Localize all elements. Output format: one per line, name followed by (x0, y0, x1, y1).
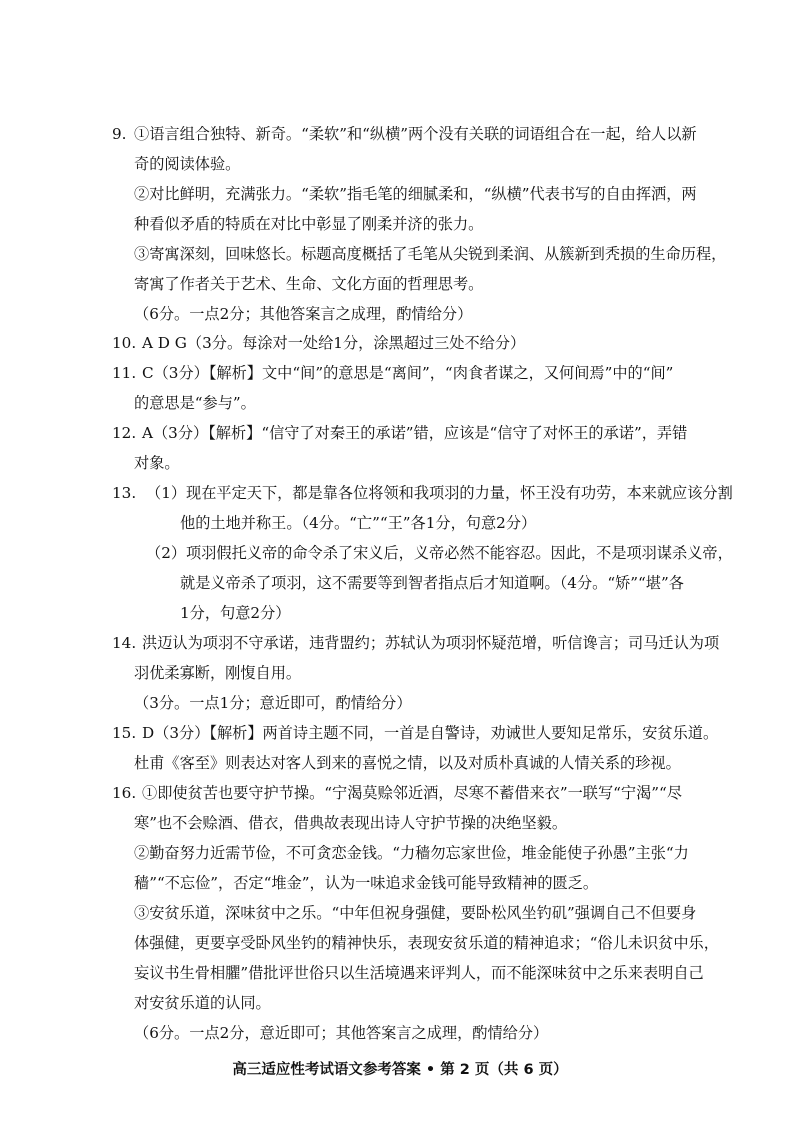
answer-line: 寄寓了作者关于艺术、生命、文化方面的哲理思考。 (134, 275, 484, 293)
question-number: 15. (112, 724, 137, 742)
answer-line: ②对比鲜明，充满张力。“柔软”指毛笔的细腻柔和，“纵横”代表书写的自由挥洒，两 (134, 185, 697, 203)
answer-line: 杜甫《客至》则表达对客人到来的喜悦之情，以及对质朴真诚的人情关系的珍视。 (134, 754, 681, 772)
answer-line: 洪迈认为项羽不守承诺，违背盟约；苏轼认为项羽怀疑范增，听信谗言；司马迁认为项 (142, 634, 720, 652)
answer-line: 就是义帝杀了项羽，这不需要等到智者指点后才知道啊。（4分。“矫”“堪”各 (180, 574, 684, 592)
answer-line: 1分，句意2分） (180, 604, 291, 622)
answer-line: A D G（3分。每涂对一处给1分，涂黑超过三处不给分） (142, 334, 526, 352)
answer-line: C（3分）【解析】文中“间”的意思是“离间”，“肉食者谋之，又何间焉”中的“间” (142, 364, 674, 382)
answer-line: 的意思是“参与”。 (134, 394, 256, 412)
answer-line: 他的土地并称王。（4分。“亡”“王”各1分，句意2分） (180, 514, 537, 532)
answer-line: 奇的阅读体验。 (134, 155, 241, 173)
answer-line: ①即使贫苦也要守护节操。“宁渴莫赊邻近酒，尽寒不蓄借来衣”一联写“宁渴”“尽 (142, 784, 683, 802)
scoring-note: （3分。一点1分；意近即可，酌情给分） (134, 694, 412, 712)
answer-line: ②勤奋努力近需节俭，不可贪恋金钱。“力穑勿忘家世俭，堆金能使子孙愚”主张“力 (134, 844, 689, 862)
question-number: 16. (112, 784, 137, 802)
question-number: 11. (112, 364, 137, 382)
question-number: 13. (112, 484, 137, 502)
question-number: 10. (112, 334, 137, 352)
answer-line: ③寄寓深刻，回味悠长。标题高度概括了毛笔从尖锐到柔润、从簇新到秃损的生命历程， (134, 245, 727, 263)
answer-line: 羽优柔寡断，刚愎自用。 (134, 664, 302, 682)
answer-line: 种看似矛盾的特质在对比中彰显了刚柔并济的张力。 (134, 215, 484, 233)
answer-line: ③安贫乐道，深味贫中之乐。“中年但祝身强健，要卧松风坐钓矶”强调自己不但要身 (134, 904, 697, 922)
answer-line: 对象。 (134, 454, 180, 472)
answer-line: 穑”“不忘俭”，否定“堆金”，认为一味追求金钱可能导致精神的匮乏。 (134, 874, 599, 892)
answer-line: （1）现在平定天下，都是靠各位将领和我项羽的力量，怀王没有功劳，本来就应该分割 (146, 484, 733, 502)
answer-line: 对安贫乐道的认同。 (134, 994, 271, 1012)
answer-line: A（3分）【解析】“信守了对秦王的承诺”错，应该是“信守了对怀王的承诺”，弄错 (142, 424, 688, 442)
scoring-note: （6分。一点2分，意近即可；其他答案言之成理，酌情给分） (134, 1024, 549, 1042)
answer-line: 妄议书生骨相臞”借批评世俗只以生活境遇来评判人，而不能深味贫中之乐来表明自己 (134, 964, 704, 982)
answer-line: （2）项羽假托义帝的命令杀了宋义后，义帝必然不能容忍。因此，不是项羽谋杀义帝， (146, 544, 733, 562)
question-number: 12. (112, 424, 137, 442)
question-number: 14. (112, 634, 137, 652)
page-footer: 高三适应性考试语文参考答案 • 第 2 页（共 6 页） (232, 1062, 568, 1078)
scoring-note: （6分。一点2分；其他答案言之成理，酌情给分） (134, 305, 473, 323)
answer-line: ①语言组合独特、新奇。“柔软”和“纵横”两个没有关联的词语组合在一起，给人以新 (134, 125, 697, 143)
answer-line: D（3分）【解析】两首诗主题不同，一首是自警诗，劝诫世人要知足常乐，安贫乐道。 (142, 724, 719, 742)
answer-line: 体强健，更要享受卧风坐钓的精神快乐，表现安贫乐道的精神追求；“俗儿未识贫中乐， (134, 934, 719, 952)
question-number: 9. (112, 125, 127, 143)
answer-line: 寒”也不会赊酒、借衣，借典故表现出诗人守护节操的决绝坚毅。 (134, 814, 568, 832)
